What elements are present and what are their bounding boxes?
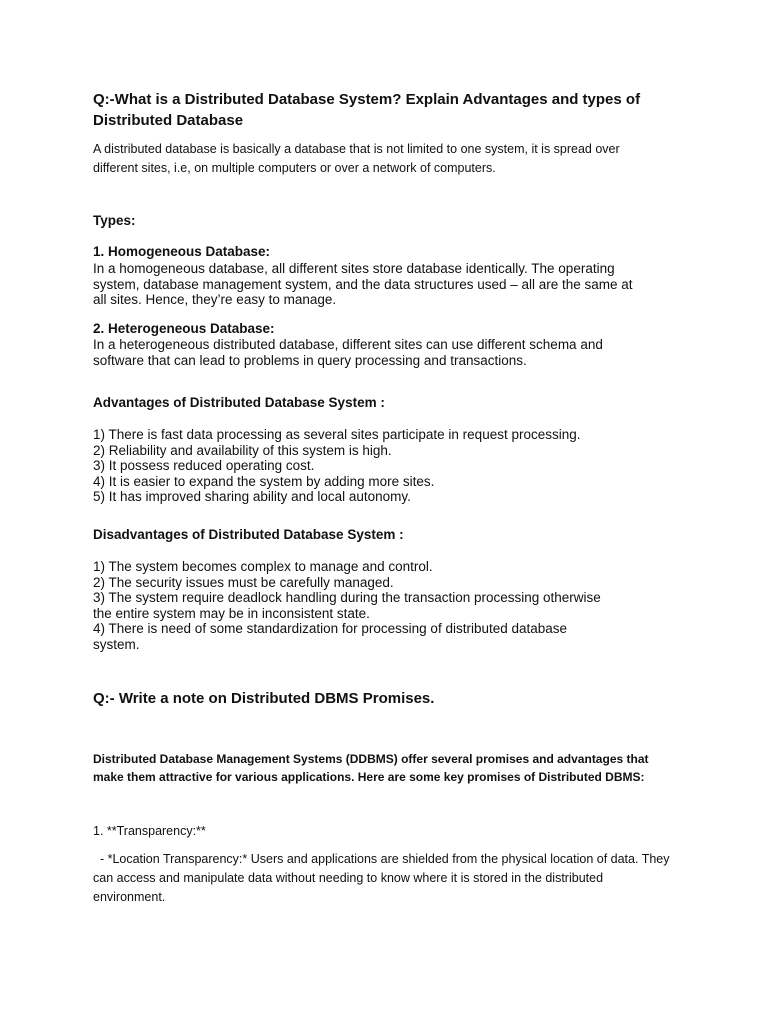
homogeneous-heading: 1. Homogeneous Database: (93, 244, 271, 259)
advantage-item: 2) Reliability and availability of this system is high. (93, 442, 392, 458)
homogeneous-line: In a homogeneous database, all different sites store database identically. The operating (93, 261, 615, 276)
homogeneous-line: all sites. Hence, they’re easy to manage. (93, 292, 337, 307)
advantage-item: 3) It possess reduced operating cost. (93, 458, 315, 473)
disadvantages-list (93, 559, 673, 652)
question-1-title: Q:-What is a Distributed Database System? Explain Advantages and types of Distributed Database (93, 91, 641, 129)
heterogeneous-line: In a heterogeneous distributed database, different sites can use different schema and (93, 337, 603, 352)
disadvantage-item: 4) There is need of some standardization for processing of distributed database (93, 621, 568, 636)
disadvantage-item: 1) The system becomes complex to manage and control. (93, 559, 433, 574)
advantage-item: 1) There is fast data processing as several sites participate in request processing. (93, 427, 581, 442)
types-heading: Types: (93, 213, 136, 228)
heterogeneous-paragraph (93, 337, 673, 368)
advantages-heading: Advantages of Distributed Database System : (93, 395, 385, 410)
promise-1-location-transparency: - *Location Transparency:* Users and applications are shielded from the physical location of data. They can access and manipulate data without needing to know where it is stored in the distributed environment. (93, 852, 673, 904)
homogeneous-paragraph (93, 261, 673, 308)
promise-1-heading: 1. **Transparency:** (93, 824, 206, 838)
disadvantage-item: the entire system may be in inconsistent state. (93, 605, 370, 621)
homogeneous-line: system, database management system, and the data structures used – all are the same at (93, 276, 633, 292)
q2-intro-paragraph: Distributed Database Management Systems (DDBMS) offer several promises and advantages that make them attractive for various applications. Here are some key promises of Distributed DBMS: (93, 752, 649, 784)
heterogeneous-heading: 2. Heterogeneous Database: (93, 321, 275, 336)
heterogeneous-line: software that can lead to problems in query processing and transactions. (93, 352, 527, 368)
disadvantage-item: system. (93, 636, 140, 652)
q1-intro-paragraph: A distributed database is basically a database that is not limited to one system, it is spread over different sites, i.e, on multiple computers or over a network of computers. (93, 142, 620, 175)
disadvantages-heading: Disadvantages of Distributed Database System : (93, 527, 404, 542)
advantages-list (93, 427, 673, 505)
disadvantage-item: 2) The security issues must be carefully managed. (93, 574, 394, 590)
disadvantage-item: 3) The system require deadlock handling during the transaction processing otherwise (93, 590, 601, 605)
advantage-item: 5) It has improved sharing ability and local autonomy. (93, 489, 411, 504)
question-2-title: Q:- Write a note on Distributed DBMS Promises. (93, 690, 435, 707)
advantage-item: 4) It is easier to expand the system by adding more sites. (93, 473, 435, 489)
